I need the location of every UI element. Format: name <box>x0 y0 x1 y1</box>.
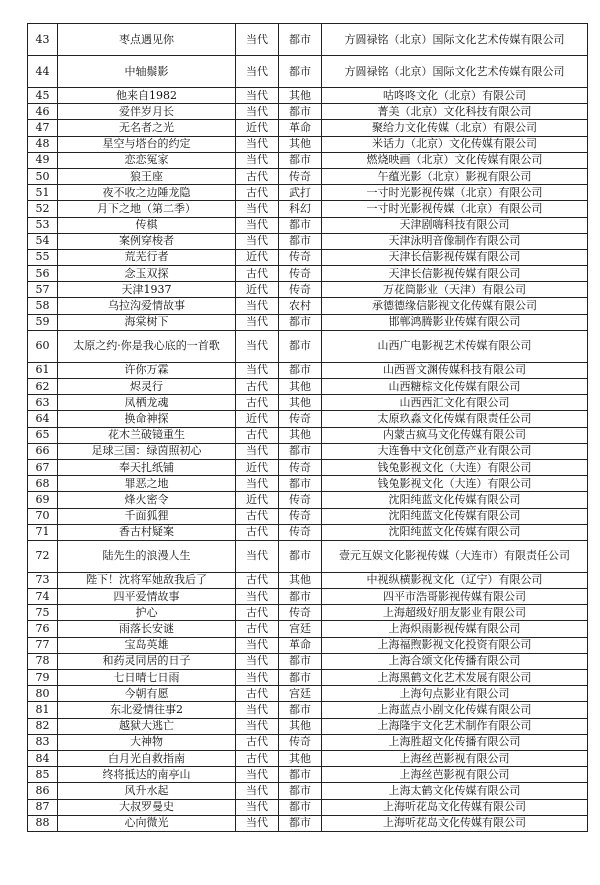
row-number: 82 <box>28 718 58 734</box>
genre-cell: 都市 <box>279 767 322 783</box>
company-cell: 壹元互娱文化影视传媒（大连市）有限责任公司 <box>322 540 588 572</box>
drama-title: 月下之地（第二季） <box>58 201 236 217</box>
drama-title: 星空与塔台的约定 <box>58 136 236 152</box>
table-body <box>28 24 588 832</box>
company-cell: 天津泳明音像制作有限公司 <box>322 233 588 249</box>
era-cell: 当代 <box>236 670 279 686</box>
table-row <box>28 621 588 637</box>
drama-title: 和药灵同居的日子 <box>58 653 236 669</box>
table-row <box>28 734 588 750</box>
company-cell: 内蒙古疯马文化传媒有限公司 <box>322 427 588 443</box>
company-cell: 山西糖棕文化传媒有限公司 <box>322 379 588 395</box>
table-row <box>28 718 588 734</box>
table-row <box>28 459 588 475</box>
table-row <box>28 589 588 605</box>
genre-cell: 都市 <box>279 815 322 831</box>
company-cell: 山西广电影视艺术传媒有限公司 <box>322 330 588 362</box>
drama-title: 许你万霖 <box>58 362 236 378</box>
drama-title: 海棠树下 <box>58 314 236 330</box>
genre-cell: 传奇 <box>279 508 322 524</box>
company-cell: 上海合颂文化传播有限公司 <box>322 653 588 669</box>
row-number: 70 <box>28 508 58 524</box>
genre-cell: 都市 <box>279 330 322 362</box>
genre-cell: 都市 <box>279 670 322 686</box>
drama-title: 奉天扎纸铺 <box>58 459 236 475</box>
table-row <box>28 282 588 298</box>
drama-title: 宝岛英雄 <box>58 637 236 653</box>
row-number: 64 <box>28 411 58 427</box>
company-cell: 沈阳纯蓝文化传媒有限公司 <box>322 492 588 508</box>
era-cell: 当代 <box>236 104 279 120</box>
era-cell: 当代 <box>236 443 279 459</box>
genre-cell: 传奇 <box>279 249 322 265</box>
drama-title: 香古村疑案 <box>58 524 236 540</box>
row-number: 75 <box>28 605 58 621</box>
era-cell: 近代 <box>236 459 279 475</box>
genre-cell: 都市 <box>279 217 322 233</box>
row-number: 59 <box>28 314 58 330</box>
row-number: 43 <box>28 24 58 56</box>
era-cell: 当代 <box>236 298 279 314</box>
table-row <box>28 24 588 56</box>
table-row <box>28 233 588 249</box>
company-cell: 上海黑鹤文化艺术发展有限公司 <box>322 670 588 686</box>
genre-cell: 革命 <box>279 637 322 653</box>
drama-title: 陛下！沈将军她敌我后了 <box>58 572 236 588</box>
genre-cell: 其他 <box>279 427 322 443</box>
company-cell: 上海丝芭影视有限公司 <box>322 767 588 783</box>
era-cell: 当代 <box>236 330 279 362</box>
drama-title: 四平爱情故事 <box>58 589 236 605</box>
row-number: 48 <box>28 136 58 152</box>
company-cell: 沈阳纯蓝文化传媒有限公司 <box>322 508 588 524</box>
drama-title: 枣点遇见你 <box>58 24 236 56</box>
genre-cell: 革命 <box>279 120 322 136</box>
genre-cell: 其他 <box>279 750 322 766</box>
genre-cell: 都市 <box>279 152 322 168</box>
era-cell: 当代 <box>236 783 279 799</box>
genre-cell: 都市 <box>279 362 322 378</box>
era-cell: 当代 <box>236 540 279 572</box>
drama-title: 天津1937 <box>58 282 236 298</box>
genre-cell: 都市 <box>279 24 322 56</box>
table-row <box>28 767 588 783</box>
company-cell: 午蕴光影（北京）影视有限公司 <box>322 168 588 184</box>
company-cell: 上海句点影业有限公司 <box>322 686 588 702</box>
company-cell: 上海胜超文化传播有限公司 <box>322 734 588 750</box>
drama-title: 凤栖龙魂 <box>58 395 236 411</box>
row-number: 58 <box>28 298 58 314</box>
company-cell: 上海超级好朋友影业有限公司 <box>322 605 588 621</box>
company-cell: 上海福煦影视文化投资有限公司 <box>322 637 588 653</box>
row-number: 80 <box>28 686 58 702</box>
drama-title: 案例穿梭者 <box>58 233 236 249</box>
drama-title: 终将抵达的南亭山 <box>58 767 236 783</box>
era-cell: 古代 <box>236 427 279 443</box>
era-cell: 当代 <box>236 56 279 88</box>
drama-title: 心向微光 <box>58 815 236 831</box>
table-row <box>28 266 588 282</box>
era-cell: 古代 <box>236 168 279 184</box>
company-cell: 上海听花岛文化传媒有限公司 <box>322 799 588 815</box>
era-cell: 当代 <box>236 637 279 653</box>
row-number: 55 <box>28 249 58 265</box>
row-number: 72 <box>28 540 58 572</box>
row-number: 84 <box>28 750 58 766</box>
drama-title: 花木兰破镜重生 <box>58 427 236 443</box>
row-number: 69 <box>28 492 58 508</box>
era-cell: 古代 <box>236 605 279 621</box>
table-row <box>28 508 588 524</box>
company-cell: 太原玖淼文化传媒有限责任公司 <box>322 411 588 427</box>
company-cell: 天津长信影视传媒有限公司 <box>322 266 588 282</box>
drama-title: 中轴鬃影 <box>58 56 236 88</box>
genre-cell: 宫廷 <box>279 686 322 702</box>
era-cell: 古代 <box>236 395 279 411</box>
table-row <box>28 492 588 508</box>
drama-title: 念玉双探 <box>58 266 236 282</box>
company-cell: 燃烧映画（北京）文化传媒有限公司 <box>322 152 588 168</box>
table-row <box>28 314 588 330</box>
drama-title: 烬灵行 <box>58 379 236 395</box>
genre-cell: 科幻 <box>279 201 322 217</box>
genre-cell: 都市 <box>279 314 322 330</box>
company-cell: 米话力（北京）文化传媒有限公司 <box>322 136 588 152</box>
genre-cell: 传奇 <box>279 459 322 475</box>
era-cell: 古代 <box>236 524 279 540</box>
era-cell: 当代 <box>236 653 279 669</box>
company-cell: 上海丝芭影视有限公司 <box>322 750 588 766</box>
row-number: 47 <box>28 120 58 136</box>
company-cell: 上海炽雨影视传媒有限公司 <box>322 621 588 637</box>
row-number: 76 <box>28 621 58 637</box>
company-cell: 中视纵横影视文化（辽宁）有限公司 <box>322 572 588 588</box>
era-cell: 当代 <box>236 815 279 831</box>
table-row <box>28 670 588 686</box>
company-cell: 方圆禄铭（北京）国际文化艺术传媒有限公司 <box>322 24 588 56</box>
company-cell: 上海听花岛文化传媒有限公司 <box>322 815 588 831</box>
era-cell: 当代 <box>236 152 279 168</box>
genre-cell: 传奇 <box>279 605 322 621</box>
table-row <box>28 815 588 831</box>
era-cell: 当代 <box>236 201 279 217</box>
company-cell: 聚给力文化传媒（北京）有限公司 <box>322 120 588 136</box>
company-cell: 上海太鹤文化传媒有限公司 <box>322 783 588 799</box>
table-row <box>28 476 588 492</box>
table-row <box>28 395 588 411</box>
genre-cell: 都市 <box>279 589 322 605</box>
row-number: 53 <box>28 217 58 233</box>
era-cell: 古代 <box>236 508 279 524</box>
genre-cell: 传奇 <box>279 266 322 282</box>
table-row <box>28 686 588 702</box>
table-row <box>28 653 588 669</box>
genre-cell: 传奇 <box>279 734 322 750</box>
table-row <box>28 330 588 362</box>
row-number: 65 <box>28 427 58 443</box>
genre-cell: 都市 <box>279 540 322 572</box>
genre-cell: 其他 <box>279 379 322 395</box>
table-row <box>28 136 588 152</box>
row-number: 73 <box>28 572 58 588</box>
drama-title: 乌拉沟爱情故事 <box>58 298 236 314</box>
row-number: 85 <box>28 767 58 783</box>
era-cell: 近代 <box>236 249 279 265</box>
era-cell: 当代 <box>236 314 279 330</box>
row-number: 79 <box>28 670 58 686</box>
table-row <box>28 120 588 136</box>
table-row <box>28 799 588 815</box>
drama-title: 雨落长安谜 <box>58 621 236 637</box>
row-number: 74 <box>28 589 58 605</box>
drama-title: 越狱大逃亡 <box>58 718 236 734</box>
company-cell: 四平市浩哥影视传媒有限公司 <box>322 589 588 605</box>
drama-title: 大叔罗曼史 <box>58 799 236 815</box>
table-row <box>28 605 588 621</box>
company-cell: 大连鲁中文化创意产业有限公司 <box>322 443 588 459</box>
company-cell: 天津长信影视传媒有限公司 <box>322 249 588 265</box>
drama-title: 罪恶之地 <box>58 476 236 492</box>
genre-cell: 都市 <box>279 56 322 88</box>
row-number: 44 <box>28 56 58 88</box>
row-number: 50 <box>28 168 58 184</box>
table-row <box>28 427 588 443</box>
row-number: 88 <box>28 815 58 831</box>
table-row <box>28 443 588 459</box>
table-row <box>28 362 588 378</box>
table-row <box>28 168 588 184</box>
drama-title: 爱伴岁月长 <box>58 104 236 120</box>
table-row <box>28 217 588 233</box>
drama-title: 夜不收之边陲龙隐 <box>58 185 236 201</box>
era-cell: 古代 <box>236 379 279 395</box>
company-cell: 上海蓝点小剧文化传媒有限公司 <box>322 702 588 718</box>
row-number: 77 <box>28 637 58 653</box>
table-row <box>28 249 588 265</box>
company-cell: 钱兔影视文化（大连）有限公司 <box>322 476 588 492</box>
company-cell: 天津剧嗨科技有限公司 <box>322 217 588 233</box>
company-cell: 上海隆宇文化艺术制作有限公司 <box>322 718 588 734</box>
company-cell: 一寸时光影视传媒（北京）有限公司 <box>322 201 588 217</box>
genre-cell: 其他 <box>279 88 322 104</box>
genre-cell: 都市 <box>279 653 322 669</box>
drama-title: 他来自1982 <box>58 88 236 104</box>
genre-cell: 武打 <box>279 185 322 201</box>
drama-title: 无名者之光 <box>58 120 236 136</box>
era-cell: 古代 <box>236 750 279 766</box>
era-cell: 古代 <box>236 686 279 702</box>
row-number: 46 <box>28 104 58 120</box>
drama-title: 狼王座 <box>58 168 236 184</box>
table-row <box>28 572 588 588</box>
table-row <box>28 540 588 572</box>
drama-title: 今朝有愿 <box>58 686 236 702</box>
era-cell: 近代 <box>236 492 279 508</box>
era-cell: 古代 <box>236 266 279 282</box>
table-row <box>28 185 588 201</box>
era-cell: 古代 <box>236 572 279 588</box>
era-cell: 古代 <box>236 621 279 637</box>
row-number: 86 <box>28 783 58 799</box>
row-number: 83 <box>28 734 58 750</box>
table-row <box>28 104 588 120</box>
row-number: 52 <box>28 201 58 217</box>
table-row <box>28 637 588 653</box>
company-cell: 钱兔影视文化（大连）有限公司 <box>322 459 588 475</box>
row-number: 71 <box>28 524 58 540</box>
era-cell: 当代 <box>236 362 279 378</box>
table-row <box>28 379 588 395</box>
company-cell: 山西晋文渊传媒科技有限公司 <box>322 362 588 378</box>
genre-cell: 传奇 <box>279 282 322 298</box>
genre-cell: 传奇 <box>279 411 322 427</box>
row-number: 60 <box>28 330 58 362</box>
company-cell: 承德德缘信影视文化传媒有限公司 <box>322 298 588 314</box>
drama-title: 大神物 <box>58 734 236 750</box>
drama-title: 白月光自救指南 <box>58 750 236 766</box>
table-row <box>28 88 588 104</box>
table-row <box>28 201 588 217</box>
drama-title: 七日晴七日雨 <box>58 670 236 686</box>
era-cell: 近代 <box>236 120 279 136</box>
genre-cell: 都市 <box>279 783 322 799</box>
genre-cell: 都市 <box>279 104 322 120</box>
era-cell: 古代 <box>236 734 279 750</box>
genre-cell: 都市 <box>279 443 322 459</box>
row-number: 61 <box>28 362 58 378</box>
table-row <box>28 411 588 427</box>
drama-title: 风升水起 <box>58 783 236 799</box>
genre-cell: 其他 <box>279 572 322 588</box>
company-cell: 邯郸鸿腾影业传媒有限公司 <box>322 314 588 330</box>
row-number: 49 <box>28 152 58 168</box>
drama-title: 东北爱情往事2 <box>58 702 236 718</box>
drama-title: 太原之约·你是我心底的一首歌 <box>58 330 236 362</box>
genre-cell: 其他 <box>279 395 322 411</box>
era-cell: 当代 <box>236 767 279 783</box>
drama-title: 烽火密令 <box>58 492 236 508</box>
drama-title: 护心 <box>58 605 236 621</box>
company-cell: 山西西汇文化有限公司 <box>322 395 588 411</box>
table-row <box>28 56 588 88</box>
company-cell: 一寸时光影视传媒（北京）有限公司 <box>322 185 588 201</box>
genre-cell: 其他 <box>279 718 322 734</box>
genre-cell: 传奇 <box>279 492 322 508</box>
era-cell: 古代 <box>236 185 279 201</box>
genre-cell: 其他 <box>279 136 322 152</box>
era-cell: 当代 <box>236 476 279 492</box>
row-number: 87 <box>28 799 58 815</box>
company-cell: 沈阳纯蓝文化传媒有限公司 <box>322 524 588 540</box>
genre-cell: 传奇 <box>279 168 322 184</box>
genre-cell: 传奇 <box>279 524 322 540</box>
era-cell: 近代 <box>236 411 279 427</box>
row-number: 66 <box>28 443 58 459</box>
company-cell: 菁美（北京）文化科技有限公司 <box>322 104 588 120</box>
genre-cell: 都市 <box>279 233 322 249</box>
row-number: 63 <box>28 395 58 411</box>
row-number: 51 <box>28 185 58 201</box>
row-number: 45 <box>28 88 58 104</box>
genre-cell: 农村 <box>279 298 322 314</box>
row-number: 78 <box>28 653 58 669</box>
drama-title: 陆先生的浪漫人生 <box>58 540 236 572</box>
era-cell: 当代 <box>236 233 279 249</box>
row-number: 81 <box>28 702 58 718</box>
drama-title: 足球三国：绿茵照初心 <box>58 443 236 459</box>
era-cell: 当代 <box>236 589 279 605</box>
genre-cell: 都市 <box>279 476 322 492</box>
company-cell: 方圆禄铭（北京）国际文化艺术传媒有限公司 <box>322 56 588 88</box>
genre-cell: 都市 <box>279 799 322 815</box>
era-cell: 当代 <box>236 24 279 56</box>
company-cell: 咕咚咚文化（北京）有限公司 <box>322 88 588 104</box>
table-row <box>28 702 588 718</box>
table-row <box>28 152 588 168</box>
era-cell: 当代 <box>236 799 279 815</box>
drama-title: 换命神探 <box>58 411 236 427</box>
table-row <box>28 750 588 766</box>
era-cell: 当代 <box>236 217 279 233</box>
table-row <box>28 298 588 314</box>
era-cell: 当代 <box>236 88 279 104</box>
row-number: 62 <box>28 379 58 395</box>
era-cell: 当代 <box>236 718 279 734</box>
table-row <box>28 524 588 540</box>
drama-title: 传棋 <box>58 217 236 233</box>
genre-cell: 都市 <box>279 702 322 718</box>
drama-title: 恋恋冤家 <box>58 152 236 168</box>
row-number: 57 <box>28 282 58 298</box>
genre-cell: 宫廷 <box>279 621 322 637</box>
row-number: 67 <box>28 459 58 475</box>
table-row <box>28 783 588 799</box>
company-cell: 万花筒影业（天津）有限公司 <box>322 282 588 298</box>
drama-list-table <box>27 23 588 832</box>
row-number: 56 <box>28 266 58 282</box>
era-cell: 当代 <box>236 136 279 152</box>
drama-title: 荒芜行者 <box>58 249 236 265</box>
era-cell: 当代 <box>236 702 279 718</box>
era-cell: 近代 <box>236 282 279 298</box>
row-number: 68 <box>28 476 58 492</box>
row-number: 54 <box>28 233 58 249</box>
drama-title: 千面狐狸 <box>58 508 236 524</box>
